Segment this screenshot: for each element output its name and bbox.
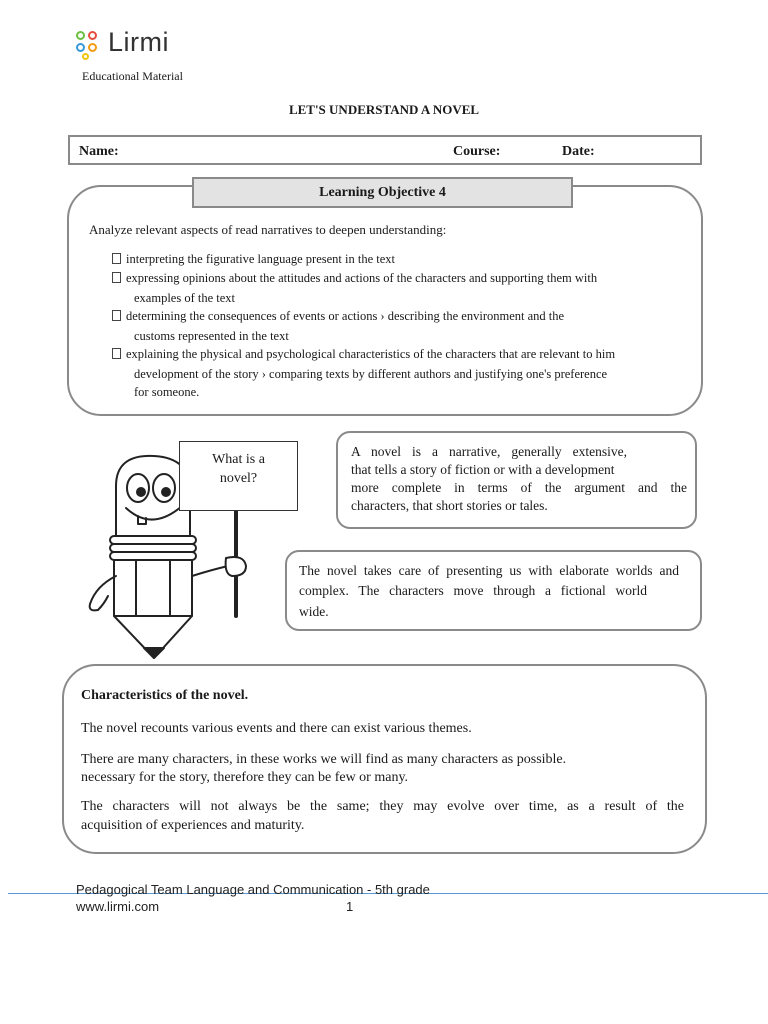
definition-line: characters, that short stories or tales.	[351, 498, 548, 513]
definition-line: A novel is a narrative, generally extensive,	[351, 444, 627, 459]
student-info-box	[68, 135, 702, 165]
characteristics-box	[62, 664, 707, 854]
footer-team: Pedagogical Team Language and Communication - 5th grade	[76, 882, 430, 897]
sign-line-1: What is a	[212, 452, 265, 467]
characteristics-paragraph: The characters will not always be the same; they may evolve over time, as a result of the	[81, 799, 684, 814]
definition-line: that tells a story of fiction or with a development	[351, 462, 615, 477]
definition-line: more complete in terms of the argument and the	[351, 480, 687, 495]
objective-item: explaining the physical and psychological characteristics of the characters that are relevant to him	[112, 347, 615, 362]
bullet-box-icon	[112, 348, 121, 359]
objective-item: determining the consequences of events or actions › describing the environment and the	[112, 309, 564, 324]
bullet-box-icon	[112, 310, 121, 321]
objective-item-continued: for someone.	[134, 385, 200, 399]
bullet-box-icon	[112, 253, 121, 264]
characteristics-paragraph: There are many characters, in these works we will find as many characters as possible.	[81, 752, 567, 767]
logo-dot-blue	[76, 43, 85, 52]
worlds-line: The novel takes care of presenting us with elaborate worlds and	[299, 563, 679, 578]
date-label: Date:	[562, 144, 595, 159]
course-label: Course:	[453, 144, 501, 159]
worlds-line: complex. The characters move through a fictional world	[299, 583, 647, 598]
objective-item-continued: customs represented in the text	[134, 329, 289, 343]
characteristics-paragraph: acquisition of experiences and maturity.	[81, 818, 305, 833]
name-label: Name:	[79, 144, 119, 159]
sign-line-2: novel?	[219, 471, 258, 486]
logo-brand: Lirmi	[108, 27, 169, 57]
what-is-a-novel-sign	[179, 441, 298, 511]
page-number: 1	[346, 899, 354, 914]
logo-dot-small	[82, 53, 89, 60]
logo-dot-red	[88, 31, 97, 40]
logo-subtitle: Educational Material	[82, 69, 183, 83]
novel-worlds-box	[285, 550, 702, 631]
page-title: LET'S UNDERSTAND A NOVEL	[288, 102, 480, 117]
logo-dot-orange	[88, 43, 97, 52]
logo-dot-green	[76, 31, 85, 40]
objective-tab: Learning Objective 4	[192, 177, 573, 208]
characteristics-paragraph: necessary for the story, therefore they can be few or many.	[81, 770, 409, 785]
objective-item: expressing opinions about the attitudes and actions of the characters and supporting them with	[112, 271, 597, 286]
bullet-box-icon	[112, 272, 121, 283]
characteristics-heading: Characteristics of the novel.	[81, 688, 249, 703]
definition-box	[336, 431, 697, 529]
worlds-line: wide.	[299, 604, 329, 619]
lirmi-logo	[74, 29, 184, 65]
footer-url[interactable]: www.lirmi.com	[76, 899, 160, 914]
objective-intro: Analyze relevant aspects of read narratives to deepen understanding:	[89, 222, 447, 237]
characteristics-paragraph: The novel recounts various events and there can exist various themes.	[81, 721, 472, 736]
objective-item-continued: examples of the text	[134, 291, 236, 305]
objective-item: interpreting the figurative language present in the text	[112, 252, 395, 267]
objective-item-continued: development of the story › comparing texts by different authors and justifying one's preference	[134, 367, 608, 381]
